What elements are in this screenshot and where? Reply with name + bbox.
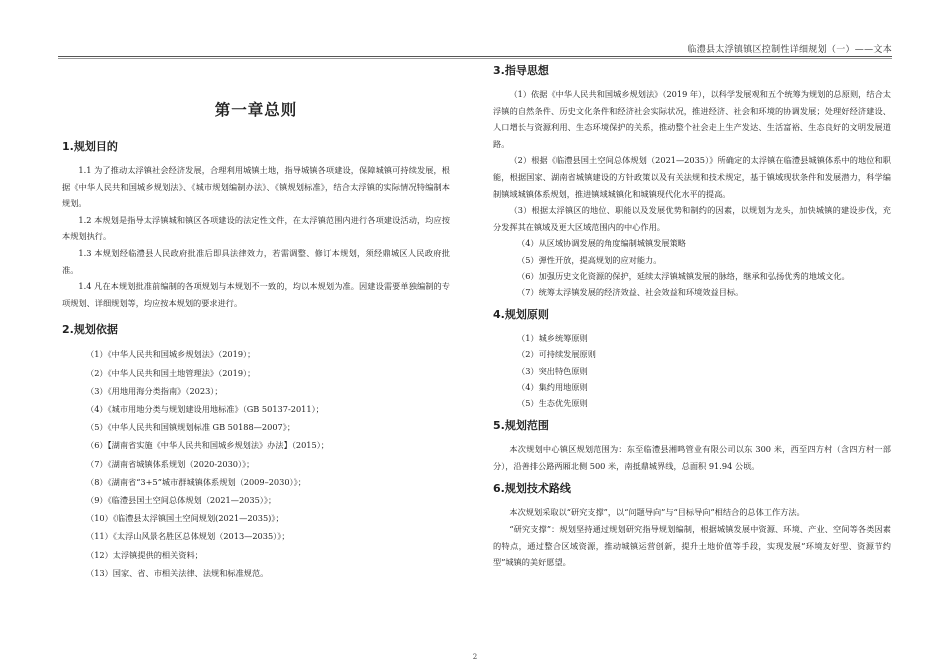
list-item: （5）生态优先原则 bbox=[517, 397, 588, 408]
section-heading-basis: 2.规划依据 bbox=[62, 323, 118, 337]
paragraph: 1.1 为了推动太浮镇社会经济发展，合理利用城镇土地，指导城镇各项建设，保障城镇可持续发展，根据《中华人民共和国城乡规划法》、《城市规划编制办法》、《镇规划标准》，结合太浮镇的实际情况特编制本规划。 bbox=[62, 165, 450, 209]
section-heading-technical-route: 6.规划技术路线 bbox=[493, 482, 571, 496]
running-header: 临澧县太浮镇镇区控制性详细规划（一）——文本 bbox=[687, 45, 892, 55]
list-item: （11）《太浮山风景名胜区总体规划（2013—2035）》； bbox=[86, 531, 290, 542]
section-heading-guiding-ideology: 3.指导思想 bbox=[493, 64, 549, 77]
list-item: （4）从区域协调发展的角度编制城镇发展策略 bbox=[517, 238, 686, 249]
paragraph: 本次规划中心镇区规划范围为：东至临澧县湘鸣管业有限公司以东 300 米，西至四方村（含四方村一部分），沿善排公路两厢北侧 500 米，南抵鼎城界线，总面积 91.94 公顷。 bbox=[493, 444, 891, 471]
list-item: （4）《城市用地分类与规划建设用地标准》（GB 50137-2011）； bbox=[86, 403, 324, 414]
list-item: （6）【湖南省实施《中华人民共和国城乡规划法》办法】（2015）； bbox=[86, 440, 329, 451]
list-item: （1）城乡统筹原则 bbox=[517, 333, 588, 344]
section-heading-principles: 4.规划原则 bbox=[493, 308, 549, 322]
list-item: （7）《湖南省城镇体系规划（2020-2030）》； bbox=[86, 458, 255, 469]
header-rule bbox=[58, 56, 892, 57]
section-heading-purpose: 1.规划目的 bbox=[62, 140, 118, 153]
chapter-title: 第一章总则 bbox=[214, 100, 298, 119]
paragraph: “研究支撑”：规划坚持通过规划研究指导规划编制，根据城镇发展中资源、环境、产业、空间等各类因素的特点，通过整合区域资源，推动城镇运营创新，提升土地价值等手段，实现发展”环境友好型、资源节约型”城镇的美好愿望。 bbox=[493, 523, 891, 568]
header-rule-thin bbox=[58, 58, 892, 59]
right-column bbox=[493, 62, 891, 571]
paragraph: （1）依据《中华人民共和国城乡规划法》（2019 年），以科学发展观和五个统筹为规划的总原则，结合太浮镇的自然条件、历史文化条件和经济社会实际状况，推进经济、社会和环境的协调发展；处理好经济建设、人口增长与资源利用、生态环境保护的关系，推动整个社会走上生产发达、生活富裕、生态良好的文明发展道路。 bbox=[493, 89, 891, 149]
list-item: （3）突出特色原则 bbox=[517, 365, 588, 376]
paragraph: 1.4 凡在本规划批准前编制的各项规划与本规划不一致的，均以本规划为准。因建设需要单独编制的专项规划、详细规划等，均应按本规划的要求进行。 bbox=[62, 281, 450, 308]
paragraph: （3）根据太浮镇区的地位、职能以及发展优势和制约的因素，以规划为龙头，加快城镇的建设步伐，充分发挥其在镇域及更大区域范围内的中心作用。 bbox=[493, 205, 891, 232]
paragraph: 本次规划采取以“研究支撑”，以“问题导向”与“目标导向”相结合的总体工作方法。 bbox=[509, 507, 805, 518]
list-item: （8）《湖南省“3+5”城市群城镇体系规划（2009–2030）》； bbox=[86, 476, 306, 487]
list-item: （5）《中华人民共和国镇规划标准 GB 50188—2007》； bbox=[86, 422, 296, 433]
list-item: （13）国家、省、市相关法律、法规和标准规范。 bbox=[86, 567, 269, 578]
page-number: 2 bbox=[472, 653, 478, 661]
list-item: （5）弹性开放，提高规划的应对能力。 bbox=[517, 254, 662, 265]
list-item: （7）统筹太浮镇发展的经济效益、社会效益和环境效益目标。 bbox=[517, 286, 744, 297]
list-item: （6）加强历史文化资源的保护，延续太浮镇城镇发展的脉络，继承和弘扬优秀的地域文化。 bbox=[517, 270, 850, 281]
paragraph: 1.3 本规划经临澧县人民政府批准后即具法律效力，若需调整、修订本规划，须经鼎城区人民政府批准。 bbox=[62, 247, 450, 275]
list-item: （9）《临澧县国土空间总体规划（2021—2035）》； bbox=[86, 494, 277, 505]
paragraph: 1.2 本规划是指导太浮镇城和镇区各项建设的法定性文件，在太浮镇范围内进行各项建设活动，均应按本规划执行。 bbox=[62, 214, 450, 242]
list-item: （12）太浮镇提供的相关资料； bbox=[86, 549, 203, 560]
list-item: （10）《临澧县太浮镇国土空间规划(2021—2035)》； bbox=[86, 513, 284, 524]
left-column bbox=[62, 62, 450, 582]
list-item: （3）《用地用海分类指南》（2023）； bbox=[86, 385, 223, 396]
list-item: （2）《中华人民共和国土地管理法》（2019）； bbox=[86, 367, 256, 378]
list-item: （1）《中华人民共和国城乡规划法》（2019）； bbox=[86, 349, 256, 360]
list-item: （2）可持续发展原则 bbox=[517, 349, 596, 360]
paragraph: （2）根据《临澧县国土空间总体规划（2021—2035）》所确定的太浮镇在临澧县城镇体系中的地位和职能，根据国家、湖南省城镇建设的方针政策以及有关法规和技术规定，基于镇域现状条件和发展潜力，科学编制镇域城镇体系规划，推进镇域城镇化和城镇现代化水平的提高。 bbox=[493, 155, 891, 199]
section-heading-scope: 5.规划范围 bbox=[493, 419, 549, 433]
list-item: （4）集约用地原则 bbox=[517, 381, 588, 392]
